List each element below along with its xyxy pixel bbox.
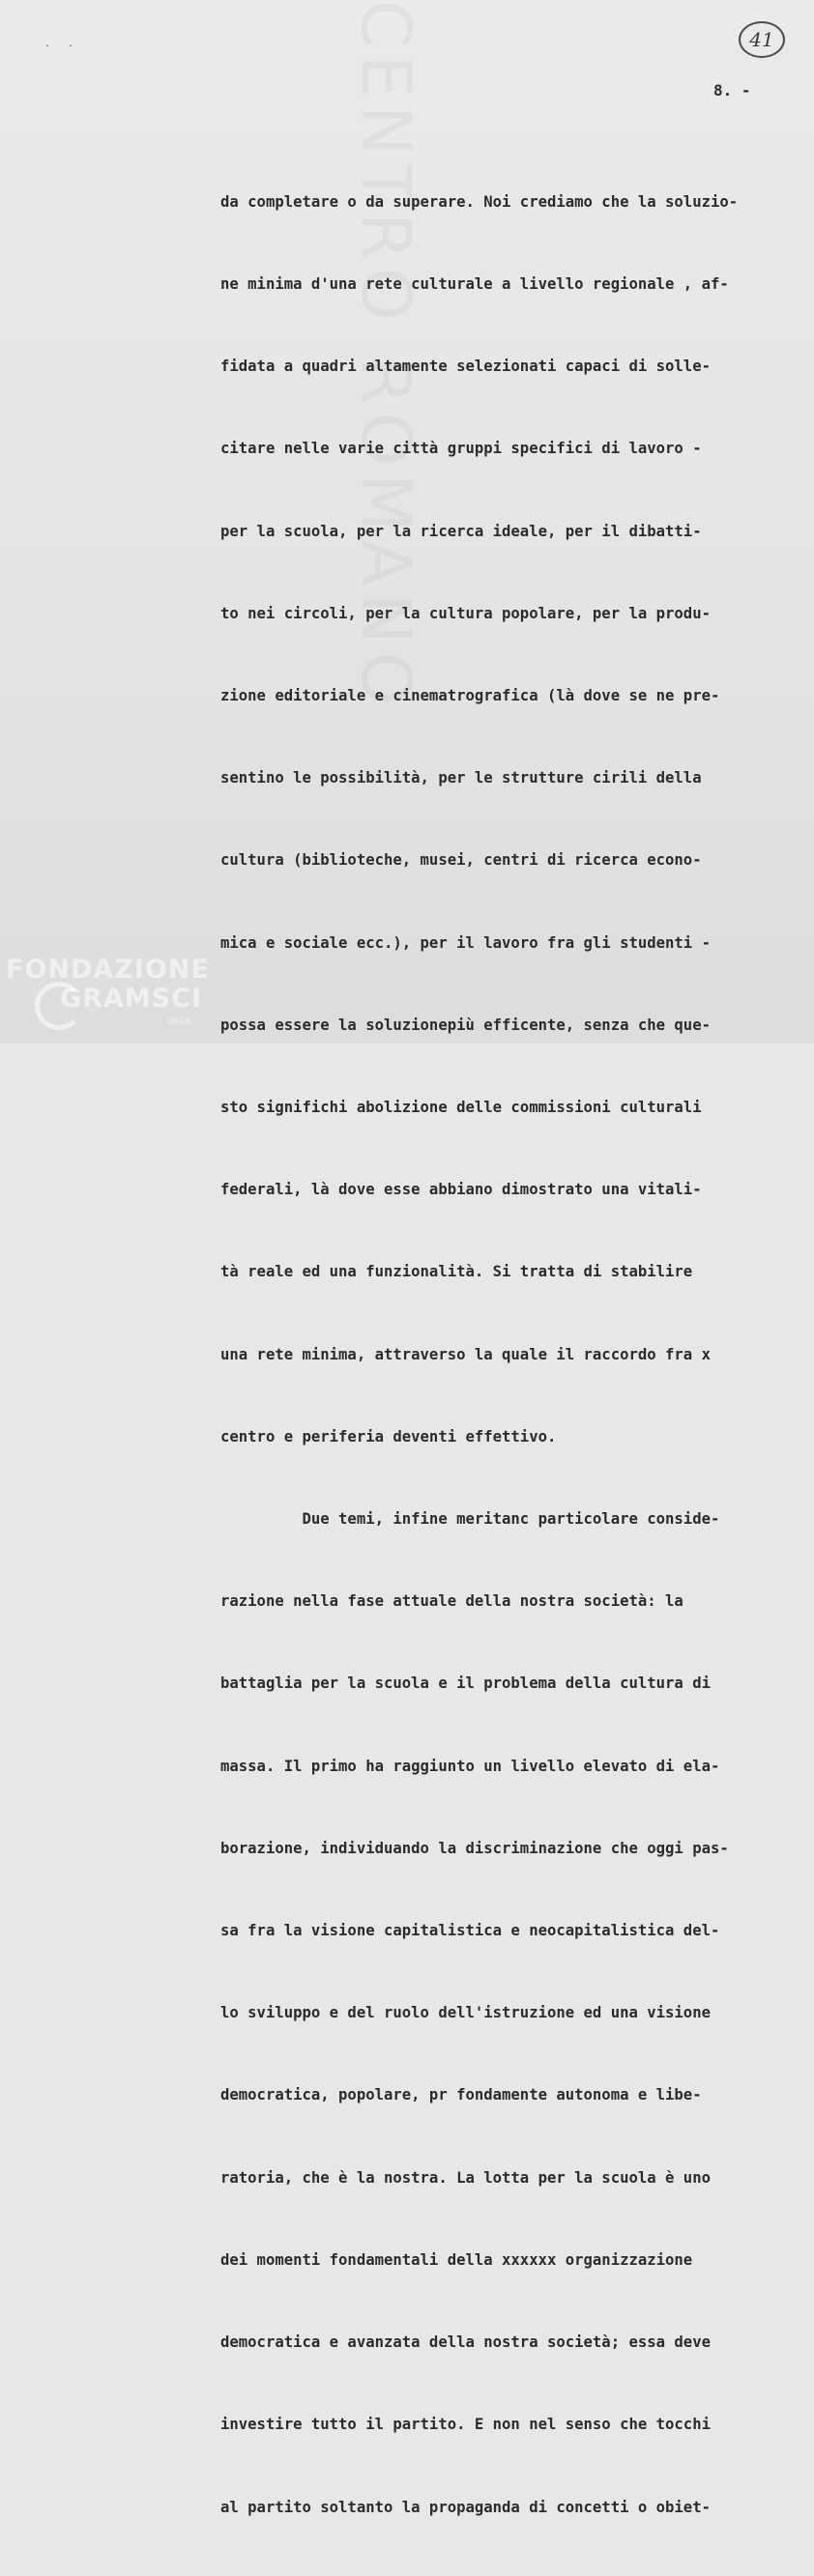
logo-line-2: GRAMSCI: [60, 984, 203, 1014]
typed-text-body: [220, 133, 800, 2576]
folio-number: 41: [739, 21, 785, 58]
text-line: lo sviluppo e del ruolo dell'istruzione ed una visione: [220, 2004, 711, 2022]
text-line: cultura (biblioteche, musei, centri di ricerca econo-: [220, 851, 702, 870]
text-line: investire tutto il partito. E non nel senso che tocchi: [220, 2416, 711, 2434]
text-line: ne minima d'una rete culturale a livello regionale , af-: [220, 275, 729, 294]
text-line: una rete minima, attraverso la quale il raccordo fra x: [220, 1345, 711, 1363]
text-line: sto significhi abolizione delle commissioni culturali: [220, 1099, 702, 1117]
paper-specks: . .: [44, 39, 80, 49]
text-line: fidata a quadri altamente selezionati capaci di solle-: [220, 358, 711, 376]
text-line: ratoria, che è la nostra. La lotta per la scuola è uno: [220, 2168, 711, 2187]
text-line: tà reale ed una funzionalità. Si tratta di stabilire: [220, 1263, 693, 1281]
text-line: sentino le possibilità, per le strutture cirili della: [220, 769, 702, 787]
text-line: federali, là dove esse abbiano dimostrato una vitali-: [220, 1181, 702, 1199]
text-line: Due temi, infine meritanc particolare conside-: [220, 1510, 720, 1529]
text-line: zione editoriale e cinematrografica (là dove se ne pre-: [220, 687, 720, 705]
text-line: massa. Il primo ha raggiunto un livello elevato di ela-: [220, 1757, 720, 1775]
text-line: democratica, popolare, pr fondamente autonoma e libe-: [220, 2086, 702, 2104]
text-line: mica e sociale ecc.), per il lavoro fra gli studenti -: [220, 933, 711, 952]
text-line: democratica e avanzata della nostra società; essa deve: [220, 2333, 711, 2352]
page-number: 8. -: [713, 81, 751, 100]
text-line: to nei circoli, per la cultura popolare, per la produ-: [220, 604, 711, 622]
archive-stamp-watermark: CENTRO ROMANO: [346, 0, 425, 713]
text-line: centro e periferia deventi effettivo.: [220, 1427, 557, 1445]
text-line: citare nelle varie città gruppi specifici di lavoro -: [220, 440, 702, 458]
logo-line-3: onlus: [168, 1016, 192, 1026]
text-line: possa essere la soluzionepiù efficente, senza che que-: [220, 1016, 711, 1034]
text-line: dei momenti fondamentali della xxxxxx organizzazione: [220, 2250, 693, 2269]
text-line: borazione, individuando la discriminazione che oggi pas-: [220, 1839, 729, 1857]
text-line: da completare o da superare. Noi crediamo che la soluzio-: [220, 192, 739, 211]
text-line: razione nella fase attuale della nostra società: la: [220, 1592, 683, 1611]
logo-line-1: FONDAZIONE: [6, 955, 210, 985]
text-line: al partito soltanto la propaganda di concetti o obiet-: [220, 2498, 711, 2516]
fondazione-gramsci-logo: [6, 955, 209, 1038]
text-line: per la scuola, per la ricerca ideale, per il dibatti-: [220, 522, 702, 540]
text-line: sa fra la visione capitalistica e neocapitalistica del-: [220, 1922, 720, 1940]
text-line: battaglia per la scuola e il problema della cultura di: [220, 1674, 711, 1693]
